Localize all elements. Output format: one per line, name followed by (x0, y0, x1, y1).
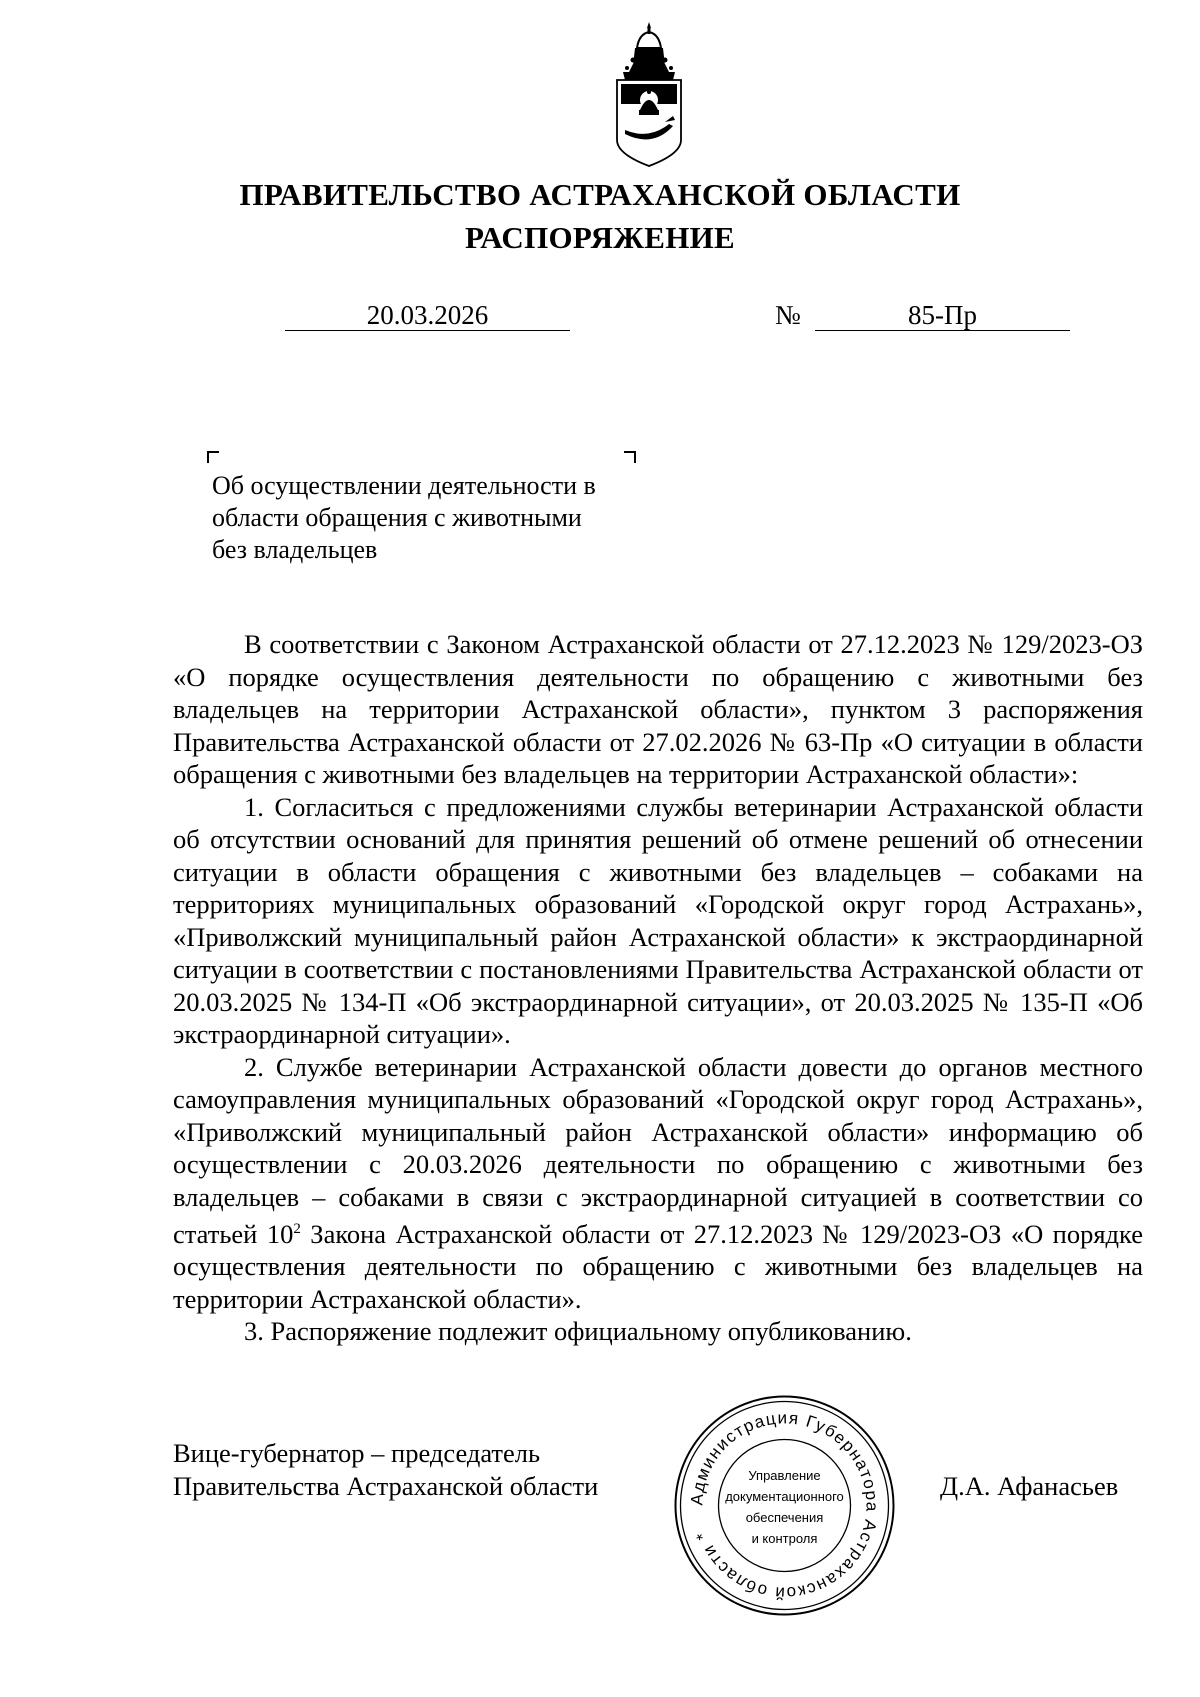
doc-type-title: РАСПОРЯЖЕНИЕ (464, 220, 736, 255)
signatory-name: Д.А. Афанасьев (940, 1471, 1119, 1501)
doc-subject (212, 470, 636, 566)
stamp-center-line: и контроля (751, 1531, 818, 1546)
subject-line: области обращения с животными (212, 503, 582, 532)
signatory-title-line: Вице-губернатор – председатель (173, 1438, 541, 1468)
subject-corner-left (207, 451, 219, 463)
subject-line: Об осуществлении деятельности в (212, 471, 596, 500)
official-stamp (672, 1393, 897, 1618)
stamp-center-line: обеспечения (745, 1510, 824, 1525)
subject-line: без владельцев (212, 535, 378, 564)
item-2-text-end: Закона Астраханской области от 27.12.2023 № 129/2023-ОЗ «О порядке осуществления деятельности по обращению с животными без владельцев на территории Астраханской области». (173, 1218, 1143, 1314)
item-2-paragraph (173, 1051, 1143, 1316)
doc-number-label: № (775, 300, 801, 330)
preamble-paragraph: В соответствии с Законом Астраханской области от 27.12.2023 № 129/2023-ОЗ «О порядке осуществления деятельности по обращению с животными без владельцев на территории Астраханской области», пунктом 3 распоряжения Правительства Астраханской области от 27.02.2026 № 63-Пр «О ситуации в области обращения с животными без владельцев на территории Астраханской области»: (173, 629, 1143, 789)
item-2-text-start: 2. Службе ветеринарии Астраханской области довести до органов местного самоуправления муниципальных образований «Городской округ город Астрахань», «Приволжский муниципальный район Астраханской области» информацию об осуществлении с 20.03.2026 деятельности по обращению с животными без владельцев – собаками в связи с экстраординарной ситуацией в соответствии со статьей 10 (173, 1051, 1143, 1249)
signatory-title (173, 1437, 598, 1502)
item-3-paragraph: 3. Распоряжение подлежит официальному опубликованию. (244, 1316, 912, 1347)
doc-date: 20.03.2026 (285, 300, 570, 331)
signatory-title-line: Правительства Астраханской области (173, 1470, 599, 1501)
org-title: ПРАВИТЕЛЬСТВО АСТРАХАНСКОЙ ОБЛАСТИ (239, 177, 961, 212)
doc-number: 85-Пр (815, 300, 1070, 331)
stamp-ring-text: Администрация Губернатора Астраханской области * (687, 1408, 882, 1603)
subject-corner-right (624, 451, 636, 463)
doc-body (173, 628, 1143, 1348)
item-1-paragraph: 1. Согласиться с предложениями службы ветеринарии Астраханской области об отсутствии оснований для принятия решений об отмене решений об отнесении ситуации в области обращения с животными без владельцев – собаками на территориях муниципальных образований «Городской округ город Астрахань», «Приволжский муниципальный район Астраханской области» к экстраординарной ситуации в соответствии с постановлениями Правительства Астраханской области от 20.03.2025 № 134-П «Об экстраординарной ситуации», от 20.03.2025 № 135-П «Об экстраординарной ситуации». (173, 791, 1143, 1049)
stamp-center-line: Управление (748, 1468, 821, 1483)
item-2-superscript: 2 (293, 1221, 301, 1237)
coat-of-arms-icon (613, 20, 685, 170)
svg-text:Администрация Губернатора Астр (687, 1408, 881, 1602)
stamp-center-line: документационного (725, 1489, 844, 1504)
